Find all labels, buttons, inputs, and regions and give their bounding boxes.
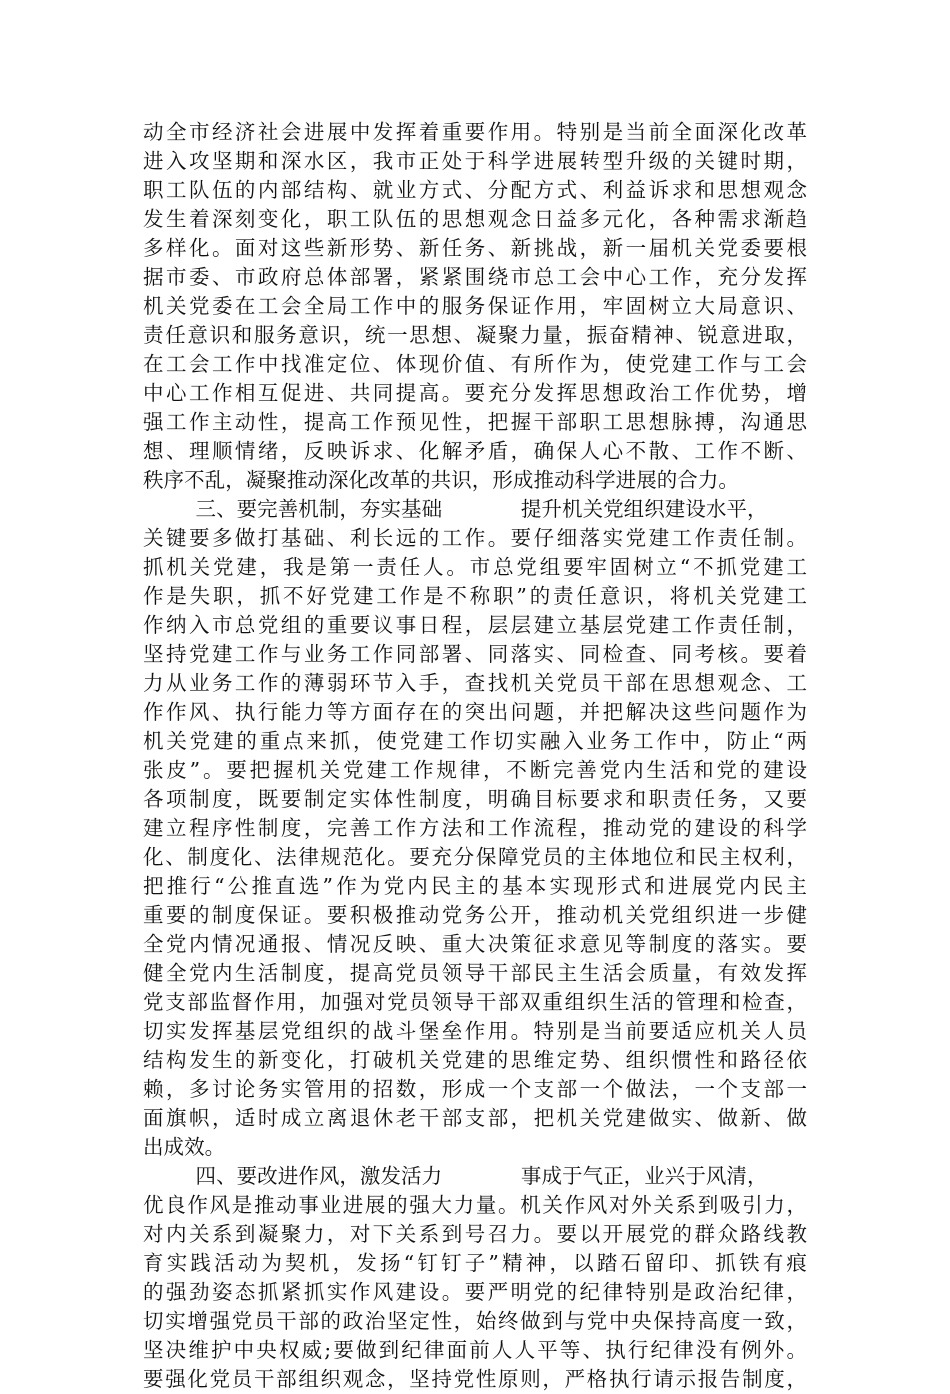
text-line: 多样化。面对这些新形势、新任务、新挑战，新一届机关党委要根 — [143, 236, 807, 260]
text-line: 切实发挥基层党组织的战斗堡垒作用。特别是当前要适应机关人员 — [143, 1019, 807, 1043]
text-line: 作作风、执行能力等方面存在的突出问题，并把解决这些问题作为 — [143, 700, 807, 724]
text-line: 作是失职，抓不好党建工作是不称职”的责任意识，将机关党建工 — [143, 584, 807, 608]
text-line: 坚决维护中央权威;要做到纪律面前人人平等、执行纪律没有例外。 — [143, 1338, 807, 1362]
text-line: 化、制度化、法律规范化。要充分保障党员的主体地位和民主权利， — [143, 845, 807, 869]
text-line: 育实践活动为契机，发扬“钉钉子”精神，以踏石留印、抓铁有痕 — [143, 1251, 807, 1275]
text-line: 重要的制度保证。要积极推动党务公开，推动机关党组织进一步健 — [143, 903, 807, 927]
text-line: 进入攻坚期和深水区，我市正处于科学进展转型升级的关键时期， — [143, 149, 807, 173]
text-line: 责任意识和服务意识，统一思想、凝聚力量，振奋精神、锐意进取， — [143, 323, 807, 347]
text-line: 秩序不乱，凝聚推动深化改革的共识，形成推动科学进展的合力。 — [143, 468, 739, 492]
text-line: 张皮”。要把握机关党建工作规律，不断完善党内生活和党的建设 — [143, 758, 807, 782]
text-line: 据市委、市政府总体部署，紧紧围绕市总工会中心工作，充分发挥 — [143, 265, 807, 289]
text-line: 赖，多讨论务实管用的招数，形成一个支部一个做法，一个支部一 — [143, 1077, 807, 1101]
text-line: 动全市经济社会进展中发挥着重要作用。特别是当前全面深化改革 — [143, 120, 807, 144]
text-line: 各项制度，既要制定实体性制度，明确目标要求和职责任务，又要 — [143, 787, 807, 811]
text-line: 机关党建的重点来抓，使党建工作切实融入业务工作中，防止“两 — [143, 729, 807, 753]
section-heading-4: 四、要改进作风，激发活力 事成于气正，业兴于风清， — [143, 1164, 768, 1188]
text-line: 作纳入市总党组的重要议事日程，层层建立基层党建工作责任制， — [143, 613, 807, 637]
text-line: 对内关系到凝聚力，对下关系到号召力。要以开展党的群众路线教 — [143, 1222, 807, 1246]
text-line: 的强劲姿态抓紧抓实作风建设。要严明党的纪律特别是政治纪律， — [143, 1280, 807, 1304]
text-line: 把推行“公推直选”作为党内民主的基本实现形式和进展党内民主 — [143, 874, 807, 898]
text-line: 全党内情况通报、情况反映、重大决策征求意见等制度的落实。要 — [143, 932, 807, 956]
text-line: 切实增强党员干部的政治坚定性，始终做到与党中央保持高度一致， — [143, 1309, 807, 1333]
section-heading-3: 三、要完善机制，夯实基础 提升机关党组织建设水平， — [143, 497, 768, 521]
text-line: 在工会工作中找准定位、体现价值、有所作为，使党建工作与工会 — [143, 352, 807, 376]
text-line: 面旗帜，适时成立离退休老干部支部，把机关党建做实、做新、做 — [143, 1106, 807, 1130]
text-line: 想、理顺情绪，反映诉求、化解矛盾，确保人心不散、工作不断、 — [143, 439, 807, 463]
text-line: 发生着深刻变化，职工队伍的思想观念日益多元化，各种需求渐趋 — [143, 207, 807, 231]
text-line: 健全党内生活制度，提高党员领导干部民主生活会质量，有效发挥 — [143, 961, 807, 985]
text-line: 强工作主动性，提高工作预见性，把握干部职工思想脉搏，沟通思 — [143, 410, 807, 434]
text-line: 职工队伍的内部结构、就业方式、分配方式、利益诉求和思想观念 — [143, 178, 807, 202]
text-line: 坚持党建工作与业务工作同部署、同落实、同检查、同考核。要着 — [143, 642, 807, 666]
text-line: 建立程序性制度，完善工作方法和工作流程，推动党的建设的科学 — [143, 816, 807, 840]
text-line: 关键要多做打基础、利长远的工作。要仔细落实党建工作责任制。 — [143, 526, 807, 550]
text-line: 抓机关党建，我是第一责任人。市总党组要牢固树立“不抓党建工 — [143, 555, 807, 579]
text-line: 结构发生的新变化，打破机关党建的思维定势、组织惯性和路径依 — [143, 1048, 807, 1072]
text-line: 要强化党员干部组织观念，坚持党性原则，严格执行请示报告制度， — [143, 1367, 807, 1391]
text-line: 党支部监督作用，加强对党员领导干部双重组织生活的管理和检查， — [143, 990, 807, 1014]
text-line: 机关党委在工会全局工作中的服务保证作用，牢固树立大局意识、 — [143, 294, 807, 318]
text-line: 中心工作相互促进、共同提高。要充分发挥思想政治工作优势，增 — [143, 381, 807, 405]
text-line: 力从业务工作的薄弱环节入手，查找机关党员干部在思想观念、工 — [143, 671, 807, 695]
text-line: 出成效。 — [143, 1135, 226, 1159]
text-line: 优良作风是推动事业进展的强大力量。机关作风对外关系到吸引力， — [143, 1193, 807, 1217]
document-body — [143, 118, 807, 1394]
